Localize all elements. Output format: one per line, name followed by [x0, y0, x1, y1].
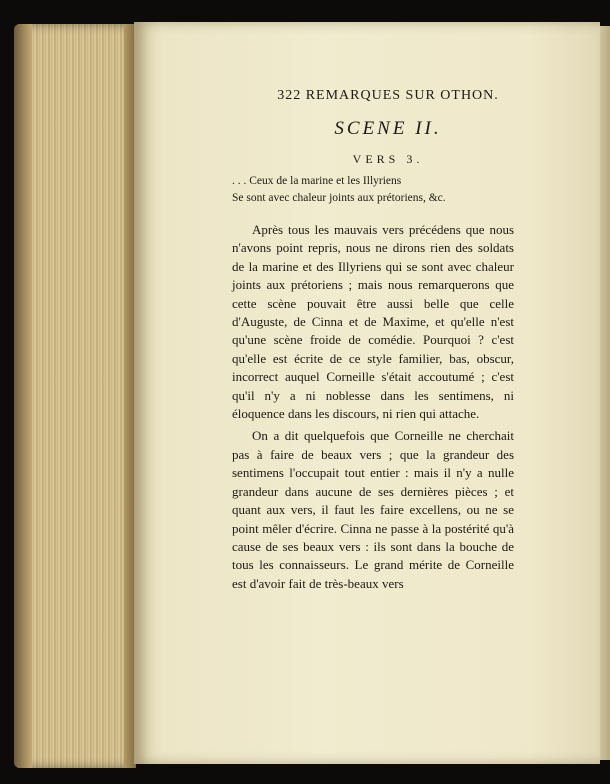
- facing-page-edge: [600, 26, 610, 760]
- verse-reference: VERS 3.: [352, 152, 424, 166]
- scene-title: SCENE II.: [334, 118, 442, 139]
- paragraph: On a dit quelquefois que Corneille ne cherchait pas à faire de beaux vers ; que la grandeur des sentimens l'occupait tout entier : mais il n'y a nulle grandeur dans aucune de ses dernières pièces ; et quant aux vers, il faut les faire excellens, ou ne se point mêler d'écrire. Cinna ne passe à la postérité qu'à cause de ses beaux vers : ils sont dans la bouche de tous les connaisseurs. Le grand mérite de Corneille est d'avoir fait de très-beaux vers: [232, 428, 514, 591]
- quote-line: Se sont avec chaleur joints aux prétoriens, &c.: [232, 192, 446, 204]
- quote-line: . . . Ceux de la marine et les Illyriens: [232, 175, 402, 187]
- book-cover-edge: [14, 24, 32, 768]
- page-text: [232, 88, 528, 597]
- page-block-edges: [14, 24, 136, 768]
- running-head: 322 REMARQUES SUR OTHON.: [277, 88, 499, 103]
- quoted-verse: [232, 173, 528, 207]
- paragraph: Après tous les mauvais vers précédens que nous n'avons point repris, nous ne dirons rien des soldats de la marine et des Illyriens qui se sont avec chaleur joints aux prétoriens ; mais nous remarquerons que cette scène pouvait être aussi belle que celle d'Auguste, de Cinna et de Maxime, et qu'elle n'est qu'une scène froide de comédie. Pourquoi ? c'est qu'elle est écrite de ce style familier, bas, obscur, incorrect auquel Corneille s'était accoutumé ; c'est qu'il n'y a ni noblesse dans les sentimens, ni éloquence dans les discours, ni rien qui attache.: [232, 222, 514, 422]
